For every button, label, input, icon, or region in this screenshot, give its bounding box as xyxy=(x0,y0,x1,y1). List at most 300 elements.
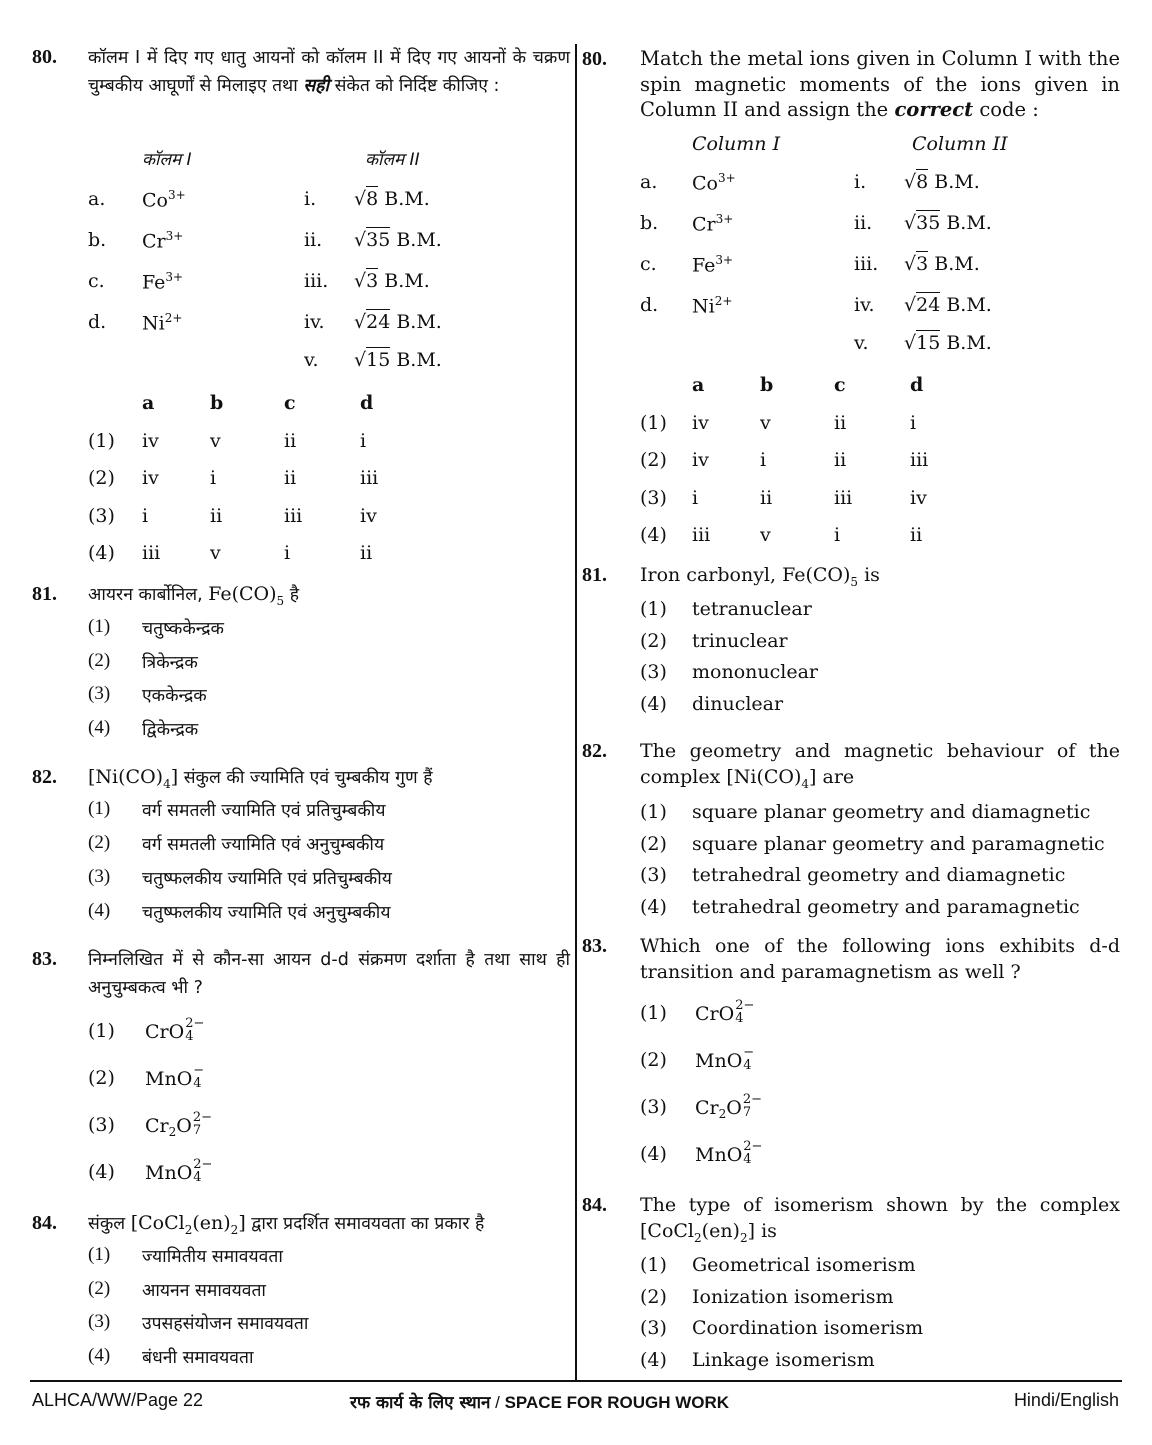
unit: B.M. xyxy=(384,270,430,292)
ion xyxy=(142,229,183,252)
option[interactable] xyxy=(32,1311,570,1345)
ion-charge: 2+ xyxy=(164,311,183,325)
formula-text: Fe(CO) xyxy=(208,583,277,605)
stem-text: code : xyxy=(973,98,1039,121)
formula-base: CrO xyxy=(145,1021,185,1043)
question-stem xyxy=(640,1192,1120,1251)
formula xyxy=(726,764,816,797)
option-number: (1) xyxy=(640,801,667,823)
question-number: 83. xyxy=(32,948,57,970)
option[interactable] xyxy=(32,866,570,900)
formula-text: ] xyxy=(747,1220,756,1242)
moment-value xyxy=(354,188,430,210)
code-value: v xyxy=(210,429,221,452)
unit: B.M. xyxy=(946,331,992,354)
formula-sub: 2 xyxy=(230,1222,239,1237)
stem-text: है xyxy=(284,585,300,605)
ion-symbol: Cr xyxy=(142,230,166,253)
stem-text: संकेत को निर्दिष्ट कीजिए : xyxy=(329,76,500,96)
q82-hindi xyxy=(32,764,570,797)
option[interactable] xyxy=(32,1244,570,1278)
code-value: iv xyxy=(910,486,927,509)
charge-stack xyxy=(193,1158,212,1184)
code-value: iii xyxy=(360,467,379,489)
q83-hindi xyxy=(32,946,570,1002)
radicand: 3 xyxy=(366,270,379,292)
stem-text: are xyxy=(816,766,855,788)
code-value: iii xyxy=(142,542,161,564)
ion-charge: 3+ xyxy=(165,270,184,284)
radicand: 24 xyxy=(366,311,391,333)
code-value: ii xyxy=(834,449,847,471)
radicand: 24 xyxy=(916,294,941,316)
ion xyxy=(692,212,733,235)
radicand: 35 xyxy=(916,212,941,234)
sqrt-symbol: √ xyxy=(904,171,917,193)
code-value: v xyxy=(210,542,221,564)
option-number: (4) xyxy=(88,1344,111,1366)
ion-charge: 2− xyxy=(185,1016,205,1031)
ion-formula xyxy=(695,994,754,1034)
row-label: v. xyxy=(854,331,869,354)
row-label: i. xyxy=(304,188,317,210)
code-header: c xyxy=(834,374,846,396)
page-footer xyxy=(0,1379,1152,1445)
ion-charge: 3+ xyxy=(165,229,184,243)
option[interactable] xyxy=(582,661,1120,693)
option[interactable] xyxy=(582,1349,1120,1381)
code-header: b xyxy=(210,392,224,414)
q81-hindi xyxy=(32,581,570,614)
q84-english xyxy=(582,1192,1120,1251)
formula xyxy=(88,764,178,797)
formula-base: O xyxy=(176,1115,192,1137)
ion xyxy=(142,270,183,293)
option-text: द्विकेन्द्रक xyxy=(142,719,199,740)
code-value: iii xyxy=(692,524,711,546)
option[interactable] xyxy=(582,1254,1120,1286)
q84-english-options xyxy=(582,1254,1120,1381)
stem-text: is xyxy=(755,1220,777,1242)
formula xyxy=(131,1210,246,1243)
column2-header: कॉलम II xyxy=(365,150,420,170)
stem-text: The geometry and magnetic behaviour of the complex xyxy=(640,740,1120,788)
q82-english-options xyxy=(582,801,1120,927)
rough-work-english: SPACE FOR ROUGH WORK xyxy=(504,1393,730,1412)
option-number: (1) xyxy=(88,1020,115,1042)
code-value: i xyxy=(284,542,291,564)
option-number: (3) xyxy=(88,1311,111,1332)
stem-emphasis: सही xyxy=(303,76,329,96)
stem-emphasis: correct xyxy=(894,98,974,121)
code-value: iv xyxy=(142,429,159,452)
row-label: v. xyxy=(304,348,319,371)
ion-formula xyxy=(145,1059,204,1099)
option-number: (4) xyxy=(88,716,111,738)
option-number: (1) xyxy=(640,1254,667,1276)
ion-formula xyxy=(695,1088,762,1128)
sqrt-symbol: √ xyxy=(354,188,367,210)
option[interactable] xyxy=(32,650,570,684)
option-number: (3) xyxy=(88,866,111,887)
formula-base: O xyxy=(726,1097,742,1119)
option[interactable] xyxy=(32,900,570,934)
option-text: चतुष्ककेन्द्रक xyxy=(142,619,224,639)
formula-sub: 4 xyxy=(743,1152,752,1167)
code-value: ii xyxy=(284,429,297,452)
formula xyxy=(208,581,284,614)
formula-text: (en) xyxy=(701,1220,740,1242)
code-value: ii xyxy=(910,524,923,546)
option-number: (3) xyxy=(88,683,111,704)
stem-text: संकुल की ज्यामिति एवं चुम्बकीय गुण हैं xyxy=(178,768,433,788)
ion-formula xyxy=(145,1153,212,1193)
option-text: mononuclear xyxy=(692,661,818,684)
option[interactable] xyxy=(32,616,570,650)
formula-sub: 5 xyxy=(850,574,859,589)
ion-charge: 2+ xyxy=(714,294,733,308)
ion-charge: 2− xyxy=(193,1157,213,1172)
question-stem xyxy=(88,581,570,614)
option-number: (2) xyxy=(88,1067,115,1089)
column1-header: कॉलम I xyxy=(142,150,192,170)
option[interactable] xyxy=(32,798,570,832)
option-number: (1) xyxy=(640,1002,667,1024)
option[interactable] xyxy=(582,630,1120,662)
row-label: i. xyxy=(854,171,867,193)
code-header: d xyxy=(360,392,374,414)
code-value: i xyxy=(910,411,917,434)
radicand: 3 xyxy=(916,253,929,275)
question-number: 81. xyxy=(582,564,607,586)
unit: B.M. xyxy=(934,171,980,193)
option-text: dinuclear xyxy=(692,693,784,716)
option-text: आयनन समावयवता xyxy=(142,1280,266,1301)
code-header: a xyxy=(692,374,705,396)
formula-base: Cr xyxy=(695,1097,719,1119)
row-label: iv. xyxy=(854,294,875,316)
option-text: trinuclear xyxy=(692,629,788,652)
row-label: b. xyxy=(640,212,659,234)
sqrt-symbol: √ xyxy=(904,294,917,316)
question-number: 82. xyxy=(582,740,607,762)
code-value: i xyxy=(692,486,699,509)
ion-charge: 2− xyxy=(743,1139,763,1154)
rough-work-hindi: रफ कार्य के लिए स्थान xyxy=(350,1393,491,1413)
formula-sub: 7 xyxy=(192,1123,202,1138)
formula-sub: 4 xyxy=(193,1170,202,1185)
ion xyxy=(692,253,733,276)
sqrt-symbol: √ xyxy=(354,311,367,333)
code-value: i xyxy=(760,449,767,471)
q82-english xyxy=(582,738,1120,797)
option-text: वर्ग समतली ज्यामिति एवं प्रतिचुम्बकीय xyxy=(142,801,386,821)
charge-stack xyxy=(735,999,754,1025)
ion-formula xyxy=(145,1106,212,1146)
option[interactable] xyxy=(582,693,1120,725)
sqrt-symbol: √ xyxy=(904,331,917,354)
separator: / xyxy=(490,1393,505,1412)
question-stem xyxy=(88,44,570,100)
code-header: b xyxy=(760,374,774,396)
formula-sub: 2 xyxy=(184,1222,193,1237)
stem-text: आयरन कार्बोनिल, xyxy=(88,585,209,605)
ion-formula xyxy=(695,1041,754,1081)
question-number: 81. xyxy=(32,583,57,605)
stem-text: Iron carbonyl, xyxy=(640,564,783,586)
unit: B.M. xyxy=(396,229,442,251)
question-number: 80. xyxy=(582,48,607,70)
option[interactable] xyxy=(582,801,1120,833)
option[interactable] xyxy=(32,683,570,717)
option-number: (3) xyxy=(640,1317,667,1340)
formula-text: [Ni(CO) xyxy=(88,766,164,788)
option[interactable] xyxy=(582,1286,1120,1318)
option-text: square planar geometry and paramagnetic xyxy=(692,832,1105,855)
code-value: ii xyxy=(760,486,773,509)
ion-charge: 3+ xyxy=(167,188,186,202)
option-number: (4) xyxy=(640,1143,667,1165)
formula-sub: 4 xyxy=(735,1011,744,1026)
q81-english xyxy=(582,562,1120,595)
question-stem: Which one of the following ions exhibits d-d transition and paramagnetism as well ? xyxy=(640,935,1120,983)
code-value: ii xyxy=(284,467,297,489)
moment-value xyxy=(354,270,430,292)
language-label: Hindi/English xyxy=(1013,1390,1119,1410)
option-number: (3) xyxy=(88,1114,115,1136)
formula-sub: 7 xyxy=(742,1105,752,1120)
ion xyxy=(692,294,732,317)
option-number: (4) xyxy=(88,900,111,921)
moment-value xyxy=(904,332,992,354)
radicand: 15 xyxy=(916,331,941,354)
option-number: (2) xyxy=(88,467,115,489)
option-text: बंधनी समावयवता xyxy=(142,1347,254,1368)
row-label: iv. xyxy=(304,311,325,333)
ion-charge: 3+ xyxy=(715,253,734,267)
formula-sub: 4 xyxy=(801,776,810,791)
ion xyxy=(142,311,182,334)
ion-symbol: Cr xyxy=(692,213,716,236)
column1-header: Column I xyxy=(692,133,781,155)
stem-text: The type of isomerism shown by the complex xyxy=(640,1194,1120,1216)
unit: B.M. xyxy=(946,294,992,316)
formula-base: MnO xyxy=(695,1050,743,1072)
ion-charge: 2− xyxy=(735,998,755,1013)
option-text: square planar geometry and diamagnetic xyxy=(692,801,1091,823)
ion-symbol: Co xyxy=(692,172,718,195)
ion-symbol: Co xyxy=(142,189,168,212)
option-number: (1) xyxy=(88,798,111,819)
option-number: (2) xyxy=(88,1277,111,1299)
option-text: tetrahedral geometry and diamagnetic xyxy=(692,864,1066,886)
option-number: (1) xyxy=(640,598,667,620)
option[interactable] xyxy=(32,832,570,866)
option[interactable] xyxy=(582,896,1120,928)
footer-rule xyxy=(30,1380,1122,1382)
column-divider xyxy=(575,44,577,1380)
option[interactable] xyxy=(32,1345,570,1379)
radicand: 8 xyxy=(916,171,929,193)
question-stem xyxy=(640,738,1120,797)
ion-charge: 3+ xyxy=(717,171,736,185)
radicand: 35 xyxy=(366,229,391,251)
option[interactable] xyxy=(582,1317,1120,1349)
option-text: Ionization isomerism xyxy=(692,1285,894,1308)
question-stem xyxy=(88,764,570,797)
ion-charge: 2− xyxy=(192,1110,213,1125)
q84-hindi-options xyxy=(32,1244,570,1378)
formula-base: MnO xyxy=(145,1162,193,1184)
option-text: चतुष्फलकीय ज्यामिति एवं प्रतिचुम्बकीय xyxy=(142,869,392,889)
unit: B.M. xyxy=(396,311,442,333)
option-text: Geometrical isomerism xyxy=(692,1254,916,1276)
question-number: 84. xyxy=(32,1212,57,1234)
code-value: v xyxy=(760,411,771,434)
option-number: (2) xyxy=(640,832,667,855)
q84-hindi xyxy=(32,1210,570,1243)
unit: B.M. xyxy=(384,188,430,210)
question-number: 84. xyxy=(582,1194,607,1216)
sqrt-symbol: √ xyxy=(904,253,917,275)
formula-sub: 2 xyxy=(694,1230,702,1245)
ion-formula xyxy=(695,1135,762,1175)
code-value: iv xyxy=(142,467,159,489)
code-value: v xyxy=(760,524,771,546)
formula-sub: 5 xyxy=(276,593,285,608)
question-number: 83. xyxy=(582,935,607,957)
option-number: (4) xyxy=(88,1161,115,1183)
formula-text: ] xyxy=(170,766,179,788)
ion-symbol: Fe xyxy=(692,254,716,277)
option-number: (4) xyxy=(88,542,115,564)
option-number: (2) xyxy=(640,1285,667,1308)
stem-text: Match the metal ions given in Column I with the spin magnetic moments of the ions given in Column II and assign the xyxy=(640,47,1120,121)
code-value: i xyxy=(142,504,149,527)
code-value: iii xyxy=(284,504,303,527)
code-header: a xyxy=(142,392,155,414)
code-value: i xyxy=(210,467,217,489)
ion-charge: 2− xyxy=(742,1092,763,1107)
option-text: वर्ग समतली ज्यामिति एवं अनुचुम्बकीय xyxy=(142,835,385,855)
option[interactable] xyxy=(32,717,570,751)
row-label: b. xyxy=(88,229,107,251)
q80-hindi xyxy=(32,44,570,100)
option-number: (2) xyxy=(88,832,111,853)
option-text: चतुष्फलकीय ज्यामिति एवं अनुचुम्बकीय xyxy=(142,903,391,923)
q81-hindi-options xyxy=(32,616,570,750)
radicand: 8 xyxy=(366,188,379,210)
code-value: iv xyxy=(692,411,709,434)
option[interactable] xyxy=(32,1278,570,1312)
charge-stack xyxy=(193,1064,204,1090)
option-number: (1) xyxy=(88,616,111,637)
option-number: (2) xyxy=(640,1049,667,1071)
moment-value xyxy=(354,349,442,371)
question-stem xyxy=(640,562,1120,595)
option-number: (2) xyxy=(640,449,667,471)
ion-symbol: Ni xyxy=(142,312,165,335)
row-label: ii. xyxy=(854,212,873,234)
option[interactable] xyxy=(582,598,1120,630)
charge-stack xyxy=(743,1140,762,1166)
option-number: (4) xyxy=(640,895,667,918)
option-number: (2) xyxy=(88,649,111,671)
formula-text: [Ni(CO) xyxy=(726,766,802,788)
code-header: d xyxy=(910,374,924,396)
rough-work-label xyxy=(350,1390,729,1413)
code-value: iii xyxy=(834,486,853,509)
option[interactable] xyxy=(582,864,1120,896)
code-value: i xyxy=(360,429,367,452)
stem-text: कॉलम I में दिए गए धातु आयनों को कॉलम II में दिए गए आयनों के चक्रण चुम्बकीय आघूर्णों से मिलाइए तथा xyxy=(88,48,570,96)
option-number: (3) xyxy=(640,661,667,684)
code-value: iii xyxy=(910,449,929,471)
ion-charge: − xyxy=(193,1063,205,1078)
charge-stack xyxy=(743,1093,762,1119)
page-code: ALHCA/WW/Page 22 xyxy=(32,1390,204,1410)
option[interactable] xyxy=(582,833,1120,865)
column2-header: Column II xyxy=(912,133,1008,155)
formula-base: CrO xyxy=(695,1003,735,1025)
question-number: 82. xyxy=(32,766,57,788)
question-number: 80. xyxy=(32,46,57,68)
q81-english-options xyxy=(582,598,1120,725)
option-number: (2) xyxy=(640,629,667,652)
question-stem xyxy=(88,1210,570,1243)
moment-value xyxy=(354,229,442,251)
formula-sub: 2 xyxy=(739,1230,748,1245)
code-value: i xyxy=(834,524,841,546)
formula-text: ] xyxy=(238,1212,246,1234)
formula-sub: 4 xyxy=(193,1076,202,1091)
option-number: (1) xyxy=(88,1244,111,1265)
unit: B.M. xyxy=(396,348,442,371)
question-stem xyxy=(640,46,1120,123)
moment-value xyxy=(354,311,442,333)
stem-text: संकुल xyxy=(88,1214,131,1234)
formula-sub: 2 xyxy=(718,1107,727,1121)
sqrt-symbol: √ xyxy=(904,212,917,234)
charge-stack xyxy=(185,1017,204,1043)
ion xyxy=(692,171,736,194)
ion xyxy=(142,188,186,211)
code-value: ii xyxy=(210,504,223,527)
row-label: d. xyxy=(88,311,107,333)
formula-base: MnO xyxy=(145,1068,193,1090)
q83-english xyxy=(582,933,1120,985)
row-label: c. xyxy=(640,253,657,275)
formula-sub: 4 xyxy=(185,1029,194,1044)
formula-base: MnO xyxy=(695,1144,743,1166)
option-text: एककेन्द्रक xyxy=(142,686,207,706)
moment-value xyxy=(904,294,992,316)
formula-text: (en) xyxy=(192,1212,231,1234)
question-stem: निम्नलिखित में से कौन-सा आयन d-d संक्रमण दर्शाता है तथा साथ ही अनुचुम्बकत्व भी ? xyxy=(88,950,570,998)
row-label: iii. xyxy=(304,270,329,292)
option-number: (3) xyxy=(640,486,667,509)
ion-charge: − xyxy=(743,1045,755,1060)
formula-sub: 2 xyxy=(168,1125,177,1139)
sqrt-symbol: √ xyxy=(354,229,367,251)
stem-text: द्वारा प्रदर्शित समावयवता का प्रकार है xyxy=(245,1214,485,1234)
formula-text: Fe(CO) xyxy=(782,564,851,586)
formula xyxy=(640,1218,755,1251)
ion-formula xyxy=(145,1012,204,1052)
stem-text: is xyxy=(858,564,880,586)
option-text: उपसहसंयोजन समावयवता xyxy=(142,1314,309,1334)
option-number: (3) xyxy=(640,1096,667,1118)
